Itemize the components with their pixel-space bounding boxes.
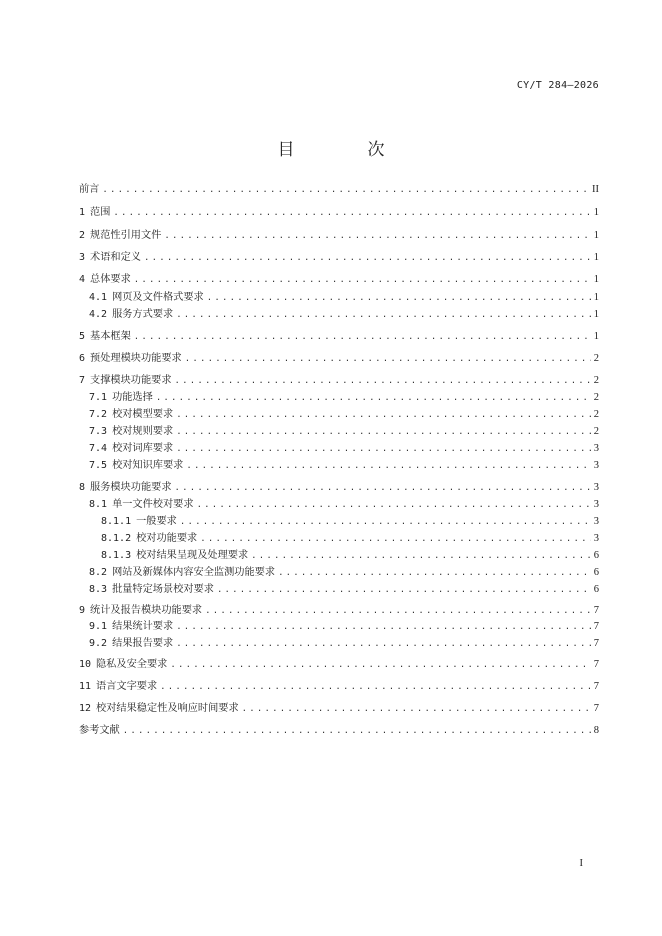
toc-entry-label xyxy=(79,273,134,287)
toc-entry-number: 9.1 xyxy=(89,621,108,632)
toc-dot-leader xyxy=(156,391,591,405)
toc-entry[interactable] xyxy=(79,273,599,287)
toc-entry-page: 3 xyxy=(593,482,599,493)
toc-entry-title: 一般要求 xyxy=(136,516,177,527)
toc-entry[interactable] xyxy=(89,637,599,651)
toc-entry-title: 校对知识库要求 xyxy=(112,460,184,471)
toc-entry-number: 4 xyxy=(79,274,86,285)
toc-entry-page: 6 xyxy=(593,550,599,561)
toc-entry[interactable] xyxy=(79,702,599,716)
toc-dot-leader xyxy=(185,352,591,366)
toc-entry[interactable] xyxy=(79,604,599,618)
page-number: I xyxy=(579,858,583,869)
toc-entry-page: 3 xyxy=(593,516,599,527)
toc-entry-label xyxy=(101,532,200,546)
toc-entry-number: 8.2 xyxy=(89,567,108,578)
toc-entry-label xyxy=(101,515,180,529)
toc-dot-leader xyxy=(176,442,591,456)
toc-entry-label xyxy=(79,604,205,618)
toc-entry-label xyxy=(89,425,176,439)
toc-entry-number: 7.3 xyxy=(89,426,108,437)
toc-entry-number: 1 xyxy=(79,207,86,218)
toc-entry-page: 3 xyxy=(593,499,599,510)
toc-dot-leader xyxy=(144,251,591,265)
toc-entry-number: 7 xyxy=(79,375,86,386)
toc-entry-number: 7.4 xyxy=(89,443,108,454)
toc-entry[interactable] xyxy=(89,498,599,512)
toc-entry-page: 2 xyxy=(593,426,599,437)
toc-entry[interactable] xyxy=(89,408,599,422)
toc-entry-label xyxy=(89,459,186,473)
toc-dot-leader xyxy=(176,620,591,634)
toc-entry-title: 单一文件校对要求 xyxy=(112,499,194,510)
toc-dot-leader xyxy=(242,702,591,716)
toc-entry-title: 网页及文件格式要求 xyxy=(112,292,204,303)
toc-entry[interactable] xyxy=(89,425,599,439)
toc-dot-leader xyxy=(180,515,591,529)
toc-entry-page: 7 xyxy=(593,659,599,670)
toc-entry-title: 预处理模块功能要求 xyxy=(90,353,182,364)
toc-entry-page: 7 xyxy=(593,638,599,649)
toc-entry-number: 7.2 xyxy=(89,409,108,420)
toc-entry[interactable] xyxy=(89,583,599,597)
toc-entry[interactable] xyxy=(79,229,599,243)
toc-entry-number: 3 xyxy=(79,252,86,263)
toc-entry-number: 10 xyxy=(79,659,92,670)
toc-entry-title: 校对模型要求 xyxy=(112,409,174,420)
toc-entry-title: 语言文字要求 xyxy=(96,681,158,692)
toc-entry[interactable] xyxy=(89,566,599,580)
toc-entry-label xyxy=(79,330,134,344)
toc-entry[interactable] xyxy=(89,391,599,405)
toc-entry-page: 3 xyxy=(593,533,599,544)
toc-entry-number: 8.1.3 xyxy=(101,550,132,561)
toc-entry-number: 8.1.2 xyxy=(101,533,132,544)
toc-entry-page: 2 xyxy=(593,375,599,386)
toc-entry-page: 1 xyxy=(593,331,599,342)
toc-entry-label xyxy=(89,308,176,322)
toc-entry-number: 8 xyxy=(79,482,86,493)
toc-entry-label xyxy=(89,291,207,305)
toc-entry-number: 8.3 xyxy=(89,584,108,595)
toc-entry-title: 校对规则要求 xyxy=(112,426,174,437)
toc-entry-label xyxy=(89,442,176,456)
toc-entry-title: 批量特定场景校对要求 xyxy=(112,584,214,595)
toc-dot-leader xyxy=(197,498,591,512)
toc-entry-page: 1 xyxy=(593,252,599,263)
toc-entry-number: 11 xyxy=(79,681,92,692)
toc-entry[interactable] xyxy=(79,206,599,220)
toc-dot-leader xyxy=(176,637,591,651)
toc-dot-leader xyxy=(176,408,591,422)
toc-entry-label xyxy=(79,680,160,694)
toc-entry[interactable] xyxy=(79,680,599,694)
toc-entry-title: 校对结果稳定性及响应时间要求 xyxy=(96,703,239,714)
toc-entry-number: 6 xyxy=(79,353,86,364)
toc-entry-page: 7 xyxy=(593,681,599,692)
toc-entry-page: 6 xyxy=(593,567,599,578)
toc-title: 目 次 xyxy=(277,140,413,160)
toc-entry-title: 服务模块功能要求 xyxy=(90,482,172,493)
toc-entry-page: 7 xyxy=(593,703,599,714)
toc-entry-number: 5 xyxy=(79,331,86,342)
toc-entry[interactable] xyxy=(79,251,599,265)
toc-entry-number: 7.1 xyxy=(89,392,108,403)
toc-dot-leader xyxy=(217,583,591,597)
toc-entry[interactable] xyxy=(101,515,599,529)
toc-entry-number: 4.2 xyxy=(89,309,108,320)
toc-entry[interactable] xyxy=(89,442,599,456)
toc-entry-title: 结果报告要求 xyxy=(112,638,174,649)
toc-entry-page: 8 xyxy=(593,725,599,736)
toc-dot-leader xyxy=(176,308,591,322)
toc-entry-title: 校对词库要求 xyxy=(112,443,174,454)
toc-entry-page: 3 xyxy=(593,443,599,454)
toc-entry-label xyxy=(79,352,185,366)
toc-entry-label xyxy=(89,637,176,651)
toc-entry-label xyxy=(79,374,175,388)
toc-entry-label xyxy=(79,183,102,197)
toc-dot-leader xyxy=(160,680,591,694)
toc-entry-page: II xyxy=(592,184,599,195)
toc-entry-number: 7.5 xyxy=(89,460,108,471)
toc-entry-number: 4.1 xyxy=(89,292,108,303)
toc-entry-page: 2 xyxy=(593,353,599,364)
toc-dot-leader xyxy=(102,183,589,197)
toc-entry-label xyxy=(79,206,113,220)
toc-entry[interactable] xyxy=(79,330,599,344)
toc-entry-page: 1 xyxy=(593,292,599,303)
toc-entry-label xyxy=(101,549,251,563)
toc-entry-title: 范围 xyxy=(90,207,111,218)
toc-entry-page: 1 xyxy=(593,309,599,320)
toc-dot-leader xyxy=(134,330,591,344)
toc-entry-title: 前言 xyxy=(79,184,100,195)
toc-entry-number: 9 xyxy=(79,605,86,616)
toc-entry-title: 规范性引用文件 xyxy=(90,230,162,241)
toc-entry-title: 总体要求 xyxy=(90,274,131,285)
toc-dot-leader xyxy=(134,273,591,287)
toc-entry-label xyxy=(79,702,242,716)
toc-entry-title: 隐私及安全要求 xyxy=(96,659,168,670)
toc-entry-label xyxy=(79,229,164,243)
toc-entry[interactable] xyxy=(79,183,599,197)
toc-entry-title: 术语和定义 xyxy=(90,252,141,263)
toc-entry-title: 服务方式要求 xyxy=(112,309,174,320)
toc-entry-title: 校对结果呈现及处理要求 xyxy=(136,550,249,561)
toc-entry[interactable] xyxy=(79,481,599,495)
toc-entry-label xyxy=(89,620,176,634)
toc-entry-label xyxy=(89,583,217,597)
toc-entry-number: 9.2 xyxy=(89,638,108,649)
toc-dot-leader xyxy=(123,724,591,738)
toc-entry-label xyxy=(79,481,175,495)
toc-dot-leader xyxy=(251,549,591,563)
toc-entry-number: 2 xyxy=(79,230,86,241)
toc-entry-page: 3 xyxy=(593,460,599,471)
toc-entry-page: 1 xyxy=(593,274,599,285)
toc-entry-title: 基本框架 xyxy=(90,331,131,342)
toc-entry-page: 7 xyxy=(593,605,599,616)
toc-entry-number: 12 xyxy=(79,703,92,714)
toc-entry-label xyxy=(89,408,176,422)
toc-entry-page: 7 xyxy=(593,621,599,632)
toc-entry-label xyxy=(89,498,197,512)
toc-entry[interactable] xyxy=(101,549,599,563)
toc-entry[interactable] xyxy=(79,658,599,672)
toc-entry[interactable] xyxy=(89,291,599,305)
toc-entry-page: 2 xyxy=(593,392,599,403)
toc-entry-title: 功能选择 xyxy=(112,392,153,403)
toc-entry-title: 支撑模块功能要求 xyxy=(90,375,172,386)
toc-entry-label xyxy=(79,724,123,738)
toc-dot-leader xyxy=(113,206,590,220)
toc-entry[interactable] xyxy=(89,620,599,634)
toc-entry-label xyxy=(89,566,278,580)
toc-entry[interactable] xyxy=(79,724,599,738)
toc-entry-label xyxy=(79,251,144,265)
toc-dot-leader xyxy=(207,291,591,305)
toc-dot-leader xyxy=(175,481,591,495)
toc-entry[interactable] xyxy=(101,532,599,546)
toc-dot-leader xyxy=(200,532,591,546)
toc-dot-leader xyxy=(278,566,591,580)
toc-dot-leader xyxy=(164,229,590,243)
toc-entry-page: 6 xyxy=(593,584,599,595)
toc-entry-label xyxy=(89,391,156,405)
toc-entry[interactable] xyxy=(89,308,599,322)
toc-entry[interactable] xyxy=(79,352,599,366)
toc-dot-leader xyxy=(175,374,591,388)
toc-dot-leader xyxy=(205,604,591,618)
toc-entry[interactable] xyxy=(79,374,599,388)
toc-entry-number: 8.1 xyxy=(89,499,108,510)
toc-dot-leader xyxy=(186,459,590,473)
toc-entry-page: 2 xyxy=(593,409,599,420)
toc-dot-leader xyxy=(170,658,590,672)
toc-entry-title: 参考文献 xyxy=(79,725,120,736)
toc-entry-page: 1 xyxy=(593,207,599,218)
toc-entry-number: 8.1.1 xyxy=(101,516,132,527)
toc-entry-title: 统计及报告模块功能要求 xyxy=(90,605,203,616)
toc-entry-label xyxy=(79,658,170,672)
document-code: CY/T 284—2026 xyxy=(516,80,599,91)
toc-entry-page: 1 xyxy=(593,230,599,241)
toc-entry[interactable] xyxy=(89,459,599,473)
toc-entry-title: 校对功能要求 xyxy=(136,533,198,544)
toc-entry-title: 网站及新媒体内容安全监测功能要求 xyxy=(112,567,276,578)
toc-entry-title: 结果统计要求 xyxy=(112,621,174,632)
toc-dot-leader xyxy=(176,425,591,439)
